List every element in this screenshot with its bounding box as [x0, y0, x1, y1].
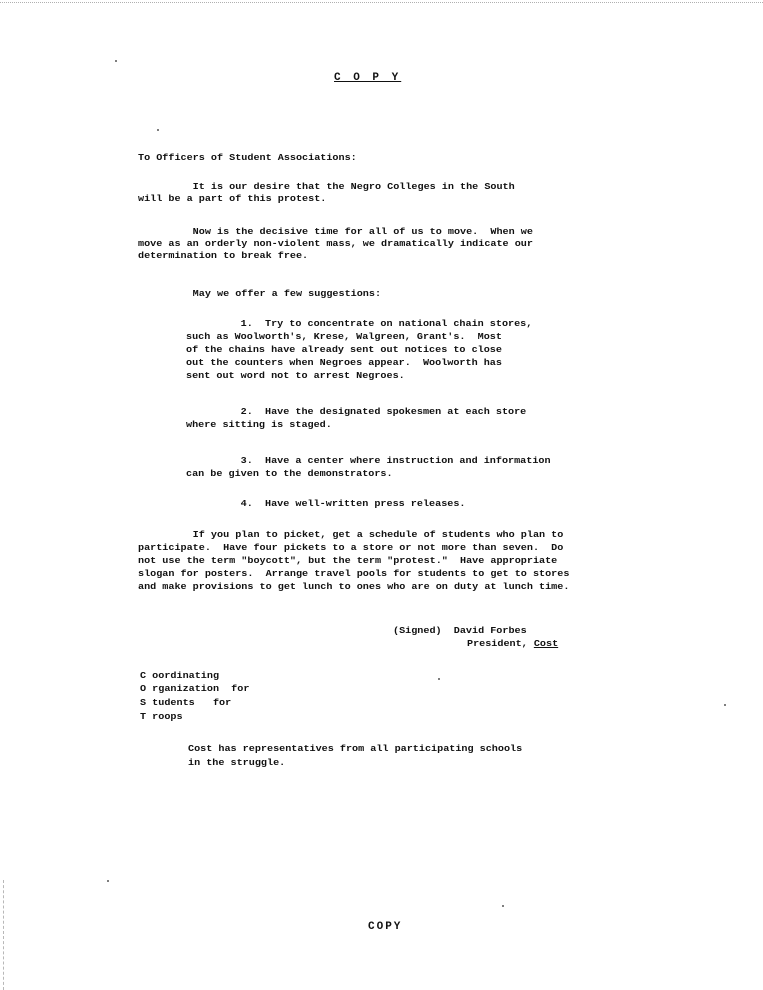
- paragraph-line: May we offer a few suggestions:: [138, 288, 382, 299]
- signature-title: [467, 638, 558, 649]
- paragraph-line: It is our desire that the Negro Colleges in the South: [138, 181, 515, 192]
- paragraph-line: determination to break free.: [138, 250, 309, 261]
- acronym-word: roops: [152, 711, 183, 722]
- closing-line: slogan for posters. Arrange travel pools for students to get to stores: [138, 568, 570, 579]
- acronym-line: [140, 697, 231, 708]
- suggestion-line: where sitting is staged.: [186, 419, 332, 430]
- paragraph-line: Now is the decisive time for all of us to move. When we: [138, 226, 533, 237]
- signature-org: Cost: [533, 638, 559, 649]
- left-edge-line: [3, 880, 4, 990]
- speck: [502, 905, 504, 907]
- suggestion-line: such as Woolworth's, Krese, Walgreen, Grant's. Most: [186, 331, 502, 342]
- closing-line: participate. Have four pickets to a store or not more than seven. Do: [138, 542, 564, 553]
- paragraph-line: move as an orderly non-violent mass, we dramatically indicate our: [138, 238, 533, 249]
- signature-title-text: President,: [467, 638, 534, 649]
- speck: [107, 880, 109, 882]
- salutation: To Officers of Student Associations:: [138, 152, 357, 163]
- closing-line: and make provisions to get lunch to ones who are on duty at lunch time.: [138, 581, 570, 592]
- suggestion-line: sent out word not to arrest Negroes.: [186, 370, 405, 381]
- acronym-line: [140, 683, 249, 694]
- suggestion-line: out the counters when Negroes appear. Woolworth has: [186, 357, 502, 368]
- suggestion-line: can be given to the demonstrators.: [186, 468, 393, 479]
- footer-copy-stamp: COPY: [368, 921, 403, 933]
- paragraph-line: will be a part of this protest.: [138, 193, 327, 204]
- note-line: Cost has representatives from all participating schools: [188, 743, 523, 754]
- note-line: in the struggle.: [188, 757, 286, 768]
- speck: [115, 60, 117, 62]
- speck: [724, 704, 726, 706]
- acronym-letter: C: [140, 670, 147, 681]
- suggestion-line: 2. Have the designated spokesmen at each store: [186, 406, 527, 417]
- acronym-letter: O: [140, 683, 147, 694]
- suggestion-line: of the chains have already sent out notices to close: [186, 344, 502, 355]
- suggestion-line: 4. Have well-written press releases.: [186, 498, 466, 509]
- acronym-letter: T: [140, 711, 147, 722]
- signature-name: (Signed) David Forbes: [393, 625, 527, 636]
- suggestion-line: 1. Try to concentrate on national chain stores,: [186, 318, 533, 329]
- top-border-line: [0, 2, 763, 3]
- speck: [438, 678, 440, 680]
- page-heading: C O P Y: [334, 72, 402, 84]
- suggestion-line: 3. Have a center where instruction and information: [186, 455, 551, 466]
- acronym-word: oordinating: [152, 670, 220, 681]
- acronym-letter: S: [140, 697, 147, 708]
- closing-line: If you plan to picket, get a schedule of students who plan to: [138, 529, 564, 540]
- acronym-word: tudents for: [152, 697, 232, 708]
- acronym-line: [140, 711, 183, 722]
- acronym-line: [140, 670, 219, 681]
- speck: [157, 129, 159, 131]
- closing-line: not use the term "boycott", but the term "protest." Have appropriate: [138, 555, 558, 566]
- acronym-word: rganization for: [152, 683, 250, 694]
